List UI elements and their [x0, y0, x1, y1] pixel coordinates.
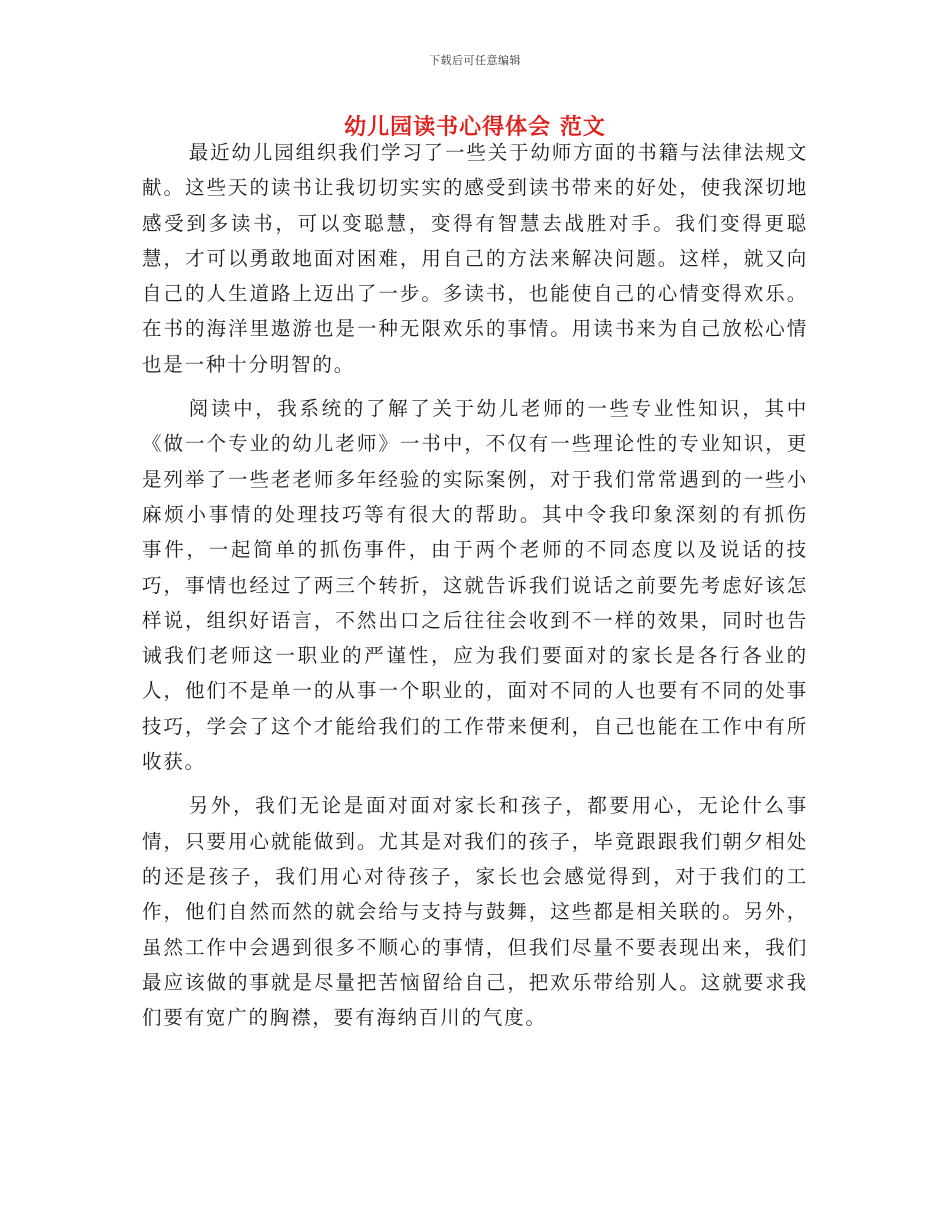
header-note: 下载后可任意编辑 [429, 54, 521, 67]
paragraph: 最近幼儿园组织我们学习了一些关于幼师方面的书籍与法律法规文献。这些天的读书让我切切实实的感受到读书带来的好处，使我深切地感受到多读书，可以变聪慧，变得有智慧去战胜对手。我们变得更聪慧，才可以勇敢地面对困难，用自己的方法来解决问题。这样，就又向自己的人生道路上迈出了一步。多读书，也能使自己的心情变得欢乐。在书的海洋里遨游也是一种无限欢乐的事情。用读书来为自己放松心情也是一种十分明智的。 [142, 141, 808, 376]
paragraph: 阅读中，我系统的了解了关于幼儿老师的一些专业性知识，其中《做一个专业的幼儿老师》一书中，不仅有一些理论性的专业知识，更是列举了一些老老师多年经验的实际案例，对于我们常常遇到的一些小麻烦小事情的处理技巧等有很大的帮助。其中令我印象深刻的有抓伤 事件，一起简单的抓伤事件，由于两个老师的不同态度以及说话的技巧，事情也经过了两三个转折，这就告诉我们说话之前要先考虑好该怎样说，组织好语言，不然出口之后往往会收到不一样的效果，同时也告诫我们老师这一职业的严谨性，应为我们要面对的家长是各行各业的人，他们不是单一的从事一个职业的，面对不同的人也要有不同的处事技巧，学会了这个才能给我们的工作带来便利，自己也能在工作中有所收获。 [142, 397, 808, 774]
document-title: 幼儿园读书心得体会 范文 [344, 114, 606, 140]
paragraph: 另外，我们无论是面对面对家长和孩子，都要用心，无论什么事情，只要用心就能做到。尤其是对我们的孩子，毕竟跟跟我们朝夕相处的还是孩子，我们用心对待孩子，家长也会感觉得到，对于我们的工作，他们自然而然的就会给与支持与鼓舞，这些都是相关联的。另外，虽然工作中会遇到很多不顺心的事情，但我们尽量不要表现出来，我们最应该做的事就是尽量把苦恼留给自己，把欢乐带给别人。这就要求我们要有宽广的胸襟，要有海纳百川的气度。 [142, 794, 808, 1030]
document-body [142, 135, 808, 1035]
